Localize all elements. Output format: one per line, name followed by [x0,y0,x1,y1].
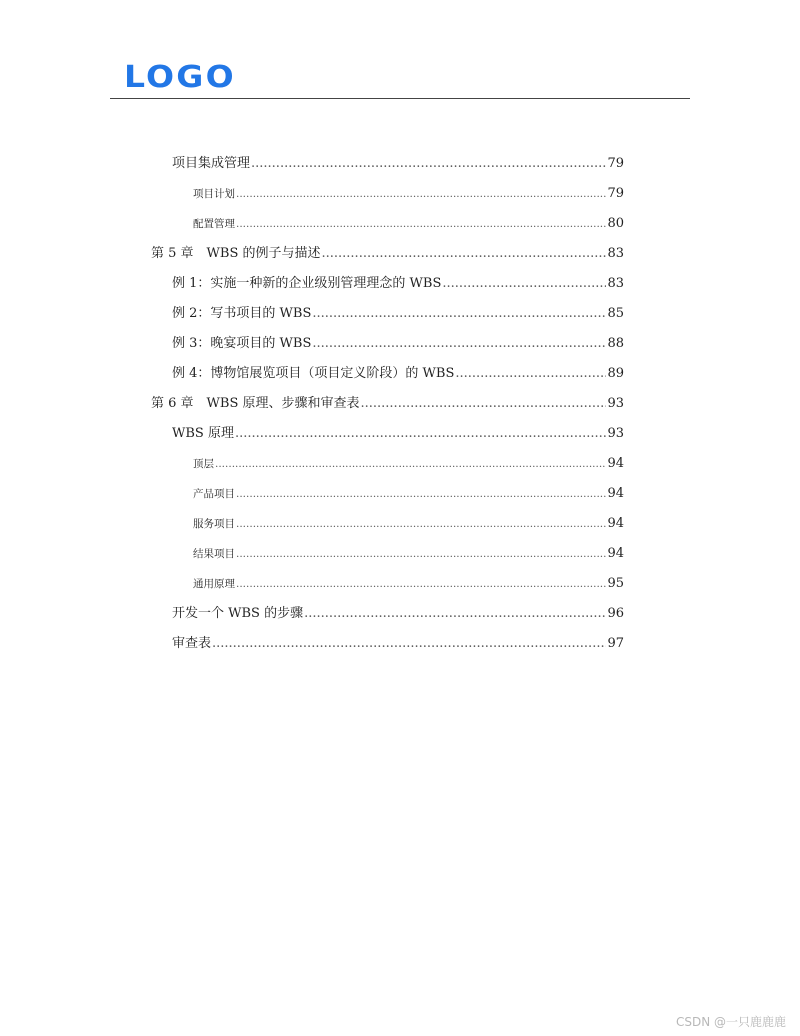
toc-entry-page: 97 [607,636,624,651]
toc-entry[interactable] [172,364,624,384]
toc-entry-page: 93 [607,426,624,441]
toc-entry[interactable] [193,544,624,564]
toc-leader [312,304,606,324]
toc-entry-title: 项目计划 [193,188,235,200]
toc-entry-title: 服务项目 [193,518,235,530]
toc-leader [236,514,606,534]
toc-entry-page: 94 [607,456,624,471]
toc-leader [442,274,606,294]
toc-entry[interactable] [172,604,624,624]
toc-leader [251,154,606,174]
toc-leader [455,364,606,384]
toc-entry-page: 83 [607,276,624,291]
toc-leader [236,574,606,594]
toc-entry-title: 顶层 [193,458,214,470]
toc-entry-title: 项目集成管理 [172,156,251,171]
toc-entry[interactable] [172,154,624,174]
toc-entry-page: 94 [607,486,624,501]
toc-entry[interactable] [151,394,624,414]
toc-entry-page: 79 [607,186,624,201]
toc-entry-page: 83 [607,246,624,261]
toc-entry-title: 开发一个 WBS 的步骤 [172,606,304,621]
toc-entry-page: 94 [607,516,624,531]
toc-entry-title: 例 2：写书项目的 WBS [172,306,312,321]
toc-entry-page: 80 [607,216,624,231]
toc-leader [235,424,606,444]
toc-leader [312,334,606,354]
toc-entry[interactable] [193,484,624,504]
toc-entry-title: WBS 原理 [172,426,234,441]
toc-leader [322,244,607,264]
toc-entry[interactable] [172,424,624,444]
toc-entry-title: 审查表 [172,636,212,651]
toc-entry-title: 例 3：晚宴项目的 WBS [172,336,312,351]
toc-leader [212,634,606,654]
toc-entry[interactable] [193,514,624,534]
toc-entry[interactable] [172,274,624,294]
toc-entry[interactable] [193,574,624,594]
toc-entry-page: 79 [607,156,624,171]
toc-entry-title: 产品项目 [193,488,235,500]
toc-entry-page: 96 [607,606,624,621]
toc-entry-page: 94 [607,546,624,561]
toc-entry[interactable] [172,304,624,324]
toc-leader [361,394,607,414]
toc-entry-title: 例 1：实施一种新的企业级别管理理念的 WBS [172,276,442,291]
toc-entry-title: 第 5 章 WBS 的例子与描述 [151,246,321,261]
toc-entry-title: 配置管理 [193,218,235,230]
toc-entry-title: 例 4：博物馆展览项目（项目定义阶段）的 WBS [172,366,455,381]
toc-entry-page: 85 [607,306,624,321]
toc-entry-title: 第 6 章 WBS 原理、步骤和审查表 [151,396,360,411]
toc-leader [215,454,606,474]
toc-entry-page: 93 [607,396,624,411]
toc-entry[interactable] [172,634,624,654]
logo: LOGO [124,60,236,95]
toc-entry-title: 结果项目 [193,548,235,560]
toc-entry-title: 通用原理 [193,578,235,590]
toc-leader [304,604,606,624]
watermark: CSDN @一只鹿鹿鹿 [675,1015,786,1029]
header-divider [110,98,690,99]
toc-leader [236,184,606,204]
toc-entry-page: 89 [607,366,624,381]
toc-leader [236,484,606,504]
toc-entry[interactable] [193,454,624,474]
toc-entry[interactable] [193,214,624,234]
toc-leader [236,214,606,234]
toc-entry-page: 88 [607,336,624,351]
toc-entry[interactable] [172,334,624,354]
toc-leader [236,544,606,564]
toc-entry[interactable] [151,244,624,264]
toc-entry[interactable] [193,184,624,204]
toc-entry-page: 95 [607,576,624,591]
